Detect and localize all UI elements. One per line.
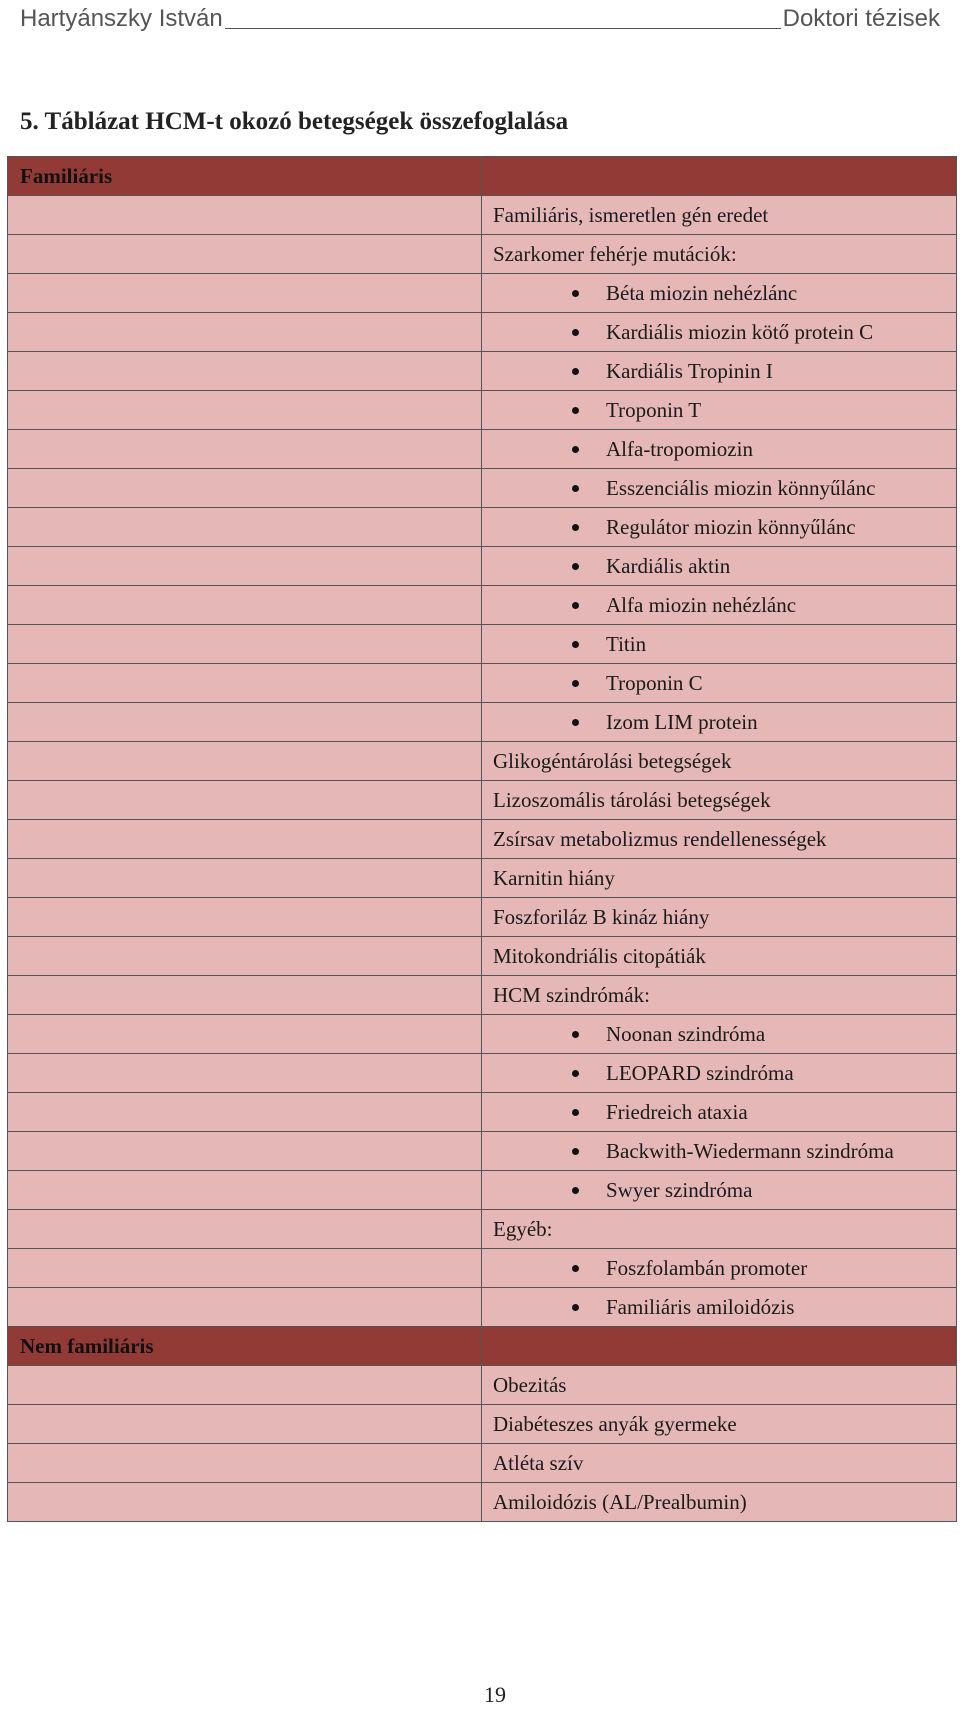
bullet-item-cell [482, 313, 957, 352]
bullet-icon [572, 1304, 579, 1311]
item-text: Kardiális Tropinin I [606, 358, 773, 383]
table-row [8, 703, 957, 742]
category-empty-cell [8, 664, 482, 703]
category-empty-cell [8, 1249, 482, 1288]
section-header-empty-cell [482, 1327, 957, 1366]
item-text: Alfa miozin nehézlánc [606, 592, 797, 617]
item-text: Alfa-tropomiozin [606, 436, 753, 461]
category-empty-cell [8, 1483, 482, 1522]
bullet-icon [572, 1187, 579, 1194]
table-row [8, 742, 957, 781]
table-row [8, 1132, 957, 1171]
item-text: Egyéb: [493, 1216, 553, 1241]
item-text: Foszforiláz B kináz hiány [493, 904, 710, 929]
category-empty-cell [8, 1210, 482, 1249]
item-text: Glikogéntárolási betegségek [493, 748, 732, 773]
category-empty-cell [8, 1366, 482, 1405]
bullet-icon [572, 407, 579, 414]
bullet-icon [572, 1148, 579, 1155]
bullet-icon [572, 1109, 579, 1116]
bullet-item-cell [482, 508, 957, 547]
bullet-item-cell [482, 1132, 957, 1171]
category-empty-cell [8, 196, 482, 235]
item-text: Szarkomer fehérje mutációk: [493, 241, 737, 266]
category-empty-cell [8, 469, 482, 508]
table-row [8, 1405, 957, 1444]
header-rule [225, 28, 781, 29]
table-row [8, 1210, 957, 1249]
item-text: Titin [606, 631, 647, 656]
item-text: Swyer szindróma [606, 1177, 753, 1202]
bullet-item-cell [482, 430, 957, 469]
item-text: Mitokondriális citopátiák [493, 943, 706, 968]
table-row [8, 352, 957, 391]
item-text: Backwith-Wiedermann szindróma [606, 1138, 894, 1163]
table-body [8, 157, 957, 1522]
table-row [8, 937, 957, 976]
bullet-icon [572, 602, 579, 609]
category-empty-cell [8, 1405, 482, 1444]
table-row [8, 274, 957, 313]
item-text: Esszenciális miozin könnyűlánc [606, 475, 876, 500]
item-cell [482, 781, 957, 820]
table-row [8, 235, 957, 274]
item-text: Noonan szindróma [606, 1021, 766, 1046]
table-row [8, 586, 957, 625]
table-row [8, 625, 957, 664]
category-empty-cell [8, 235, 482, 274]
item-text: Troponin T [606, 397, 702, 422]
bullet-item-cell [482, 1093, 957, 1132]
table-row [8, 820, 957, 859]
category-empty-cell [8, 274, 482, 313]
category-empty-cell [8, 352, 482, 391]
item-cell [482, 976, 957, 1015]
bullet-icon [572, 368, 579, 375]
item-text: Kardiális miozin kötő protein C [606, 319, 874, 344]
table-row [8, 1288, 957, 1327]
item-text: Atléta szív [493, 1450, 584, 1475]
table-row [8, 1171, 957, 1210]
item-text: Amiloidózis (AL/Prealbumin) [493, 1489, 747, 1514]
table-row [8, 469, 957, 508]
category-empty-cell [8, 937, 482, 976]
item-cell [482, 898, 957, 937]
table-row [8, 508, 957, 547]
item-text: HCM szindrómák: [493, 982, 650, 1007]
table-row [8, 391, 957, 430]
category-empty-cell [8, 1093, 482, 1132]
item-cell [482, 1405, 957, 1444]
bullet-item-cell [482, 1054, 957, 1093]
table-row [8, 1015, 957, 1054]
item-text: Friedreich ataxia [606, 1099, 748, 1124]
item-text: Lizoszomális tárolási betegségek [493, 787, 771, 812]
category-empty-cell [8, 625, 482, 664]
item-text: Béta miozin nehézlánc [606, 280, 798, 305]
page-header [20, 2, 940, 32]
bullet-icon [572, 290, 579, 297]
table-row [8, 1093, 957, 1132]
category-empty-cell [8, 859, 482, 898]
bullet-item-cell [482, 586, 957, 625]
bullet-item-cell [482, 625, 957, 664]
header-author: Hartyánszky István [20, 5, 223, 32]
section-header-row [8, 1327, 957, 1366]
table-row [8, 1249, 957, 1288]
item-text: Karnitin hiány [493, 865, 615, 890]
item-cell [482, 1483, 957, 1522]
table-row [8, 664, 957, 703]
bullet-icon [572, 1070, 579, 1077]
category-empty-cell [8, 742, 482, 781]
bullet-item-cell [482, 664, 957, 703]
item-text: Izom LIM protein [606, 709, 758, 734]
item-cell [482, 937, 957, 976]
category-empty-cell [8, 1288, 482, 1327]
bullet-icon [572, 446, 579, 453]
item-cell [482, 742, 957, 781]
bullet-icon [572, 641, 579, 648]
bullet-item-cell [482, 1249, 957, 1288]
category-empty-cell [8, 586, 482, 625]
bullet-icon [572, 1031, 579, 1038]
category-empty-cell [8, 898, 482, 937]
bullet-icon [572, 680, 579, 687]
table-row [8, 430, 957, 469]
item-text: Zsírsav metabolizmus rendellenességek [493, 826, 827, 851]
item-cell [482, 1444, 957, 1483]
category-empty-cell [8, 1054, 482, 1093]
table-row [8, 1444, 957, 1483]
category-empty-cell [8, 976, 482, 1015]
bullet-item-cell [482, 352, 957, 391]
table-row [8, 781, 957, 820]
item-cell [482, 859, 957, 898]
item-text: LEOPARD szindróma [606, 1060, 794, 1085]
table-title: 5. Táblázat HCM-t okozó betegségek összefoglalása [20, 108, 569, 135]
item-text: Regulátor miozin könnyűlánc [606, 514, 856, 539]
bullet-item-cell [482, 469, 957, 508]
category-empty-cell [8, 1171, 482, 1210]
section-header-empty-cell [482, 157, 957, 196]
category-empty-cell [8, 508, 482, 547]
bullet-item-cell [482, 703, 957, 742]
category-empty-cell [8, 1444, 482, 1483]
table-row [8, 976, 957, 1015]
section-header-row [8, 157, 957, 196]
bullet-icon [572, 524, 579, 531]
item-cell [482, 820, 957, 859]
item-cell [482, 235, 957, 274]
bullet-item-cell [482, 1288, 957, 1327]
table-row [8, 196, 957, 235]
bullet-item-cell [482, 1015, 957, 1054]
category-empty-cell [8, 430, 482, 469]
category-empty-cell [8, 820, 482, 859]
item-text: Kardiális aktin [606, 553, 731, 578]
category-empty-cell [8, 703, 482, 742]
bullet-item-cell [482, 547, 957, 586]
section-label: Familiáris [8, 157, 482, 196]
bullet-icon [572, 485, 579, 492]
bullet-item-cell [482, 391, 957, 430]
table-row [8, 1483, 957, 1522]
category-empty-cell [8, 1015, 482, 1054]
item-text: Troponin C [606, 670, 703, 695]
item-text: Familiáris amiloidózis [606, 1294, 795, 1319]
category-empty-cell [8, 547, 482, 586]
bullet-icon [572, 719, 579, 726]
bullet-icon [572, 1265, 579, 1272]
section-label: Nem familiáris [8, 1327, 482, 1366]
table-row [8, 547, 957, 586]
item-cell [482, 1366, 957, 1405]
item-text: Diabéteszes anyák gyermeke [493, 1411, 737, 1436]
table-row [8, 898, 957, 937]
category-empty-cell [8, 1132, 482, 1171]
category-empty-cell [8, 313, 482, 352]
bullet-icon [572, 563, 579, 570]
item-text: Obezitás [493, 1372, 567, 1397]
bullet-item-cell [482, 274, 957, 313]
header-document-type: Doktori tézisek [782, 5, 940, 32]
table-row [8, 1054, 957, 1093]
page-number: 19 [484, 1682, 506, 1707]
item-text: Foszfolambán promoter [606, 1255, 808, 1280]
hcm-causes-table [7, 156, 957, 1522]
item-cell [482, 196, 957, 235]
item-cell [482, 1210, 957, 1249]
category-empty-cell [8, 391, 482, 430]
table-row [8, 1366, 957, 1405]
bullet-icon [572, 329, 579, 336]
table-row [8, 313, 957, 352]
bullet-item-cell [482, 1171, 957, 1210]
item-text: Familiáris, ismeretlen gén eredet [493, 202, 769, 227]
category-empty-cell [8, 781, 482, 820]
table-row [8, 859, 957, 898]
